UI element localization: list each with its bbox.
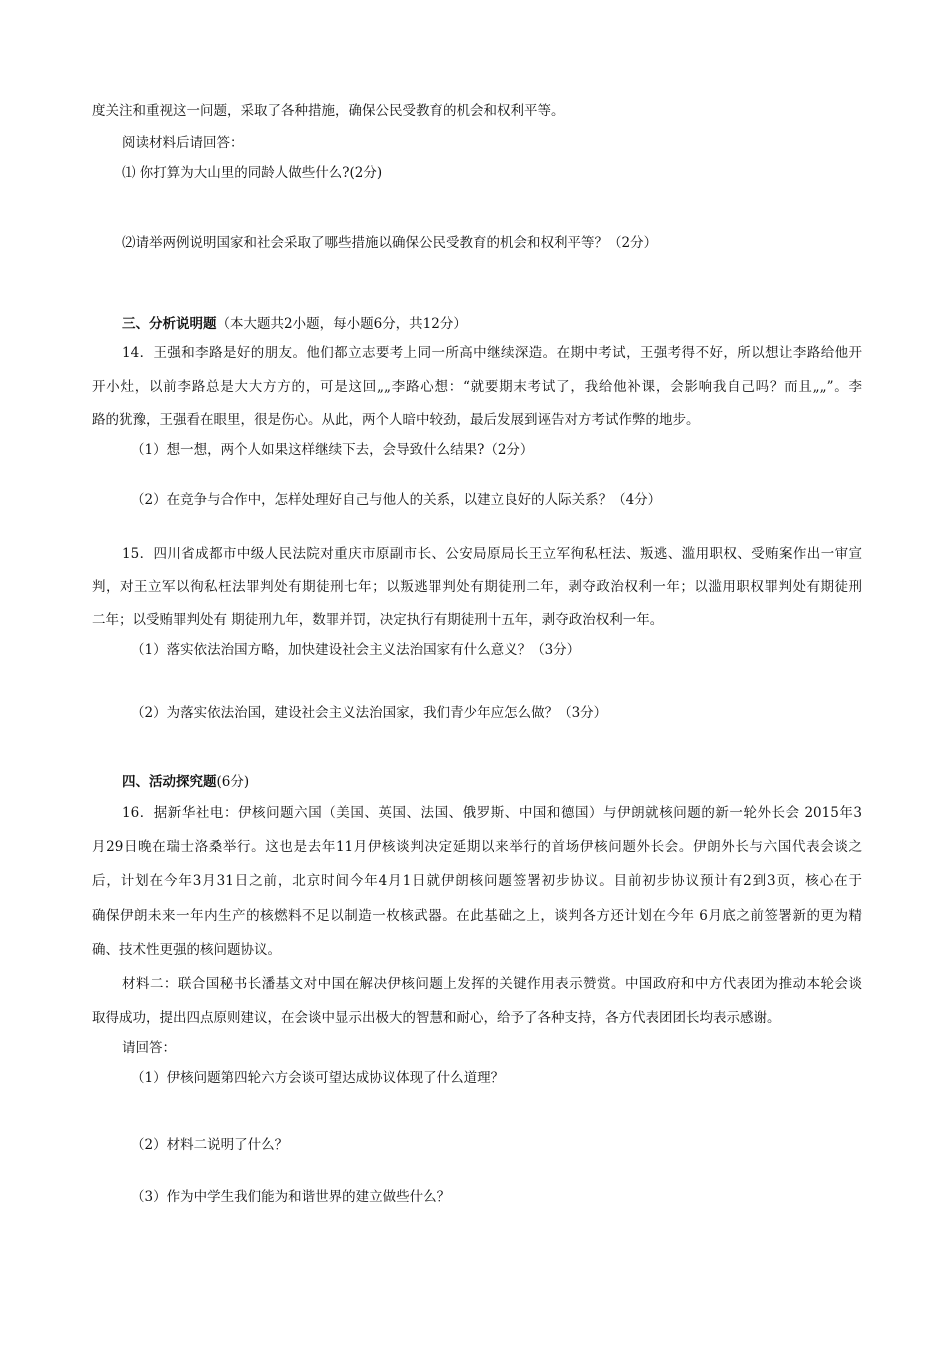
question-15-text: 15．四川省成都市中级人民法院对重庆市原副市长、公安局原局长王立军徇私枉法、叛逃、滥用职权、受贿案作出一审宣 bbox=[122, 546, 862, 562]
section-4-heading bbox=[122, 772, 862, 792]
question-15-1: （1）落实依法治国方略，加快建设社会主义法治国家有什么意义？（3分） bbox=[131, 642, 581, 658]
section-3-note: （本大题共2小题，每小题6分，共12分） bbox=[216, 316, 467, 332]
material-2-text: 取得成功，提出四点原则建议，在会谈中显示出极大的智慧和耐心，给予了各种支持，各方代表团团长均表示感谢。 bbox=[92, 1010, 781, 1026]
section-4-title: 四、活动探究题 bbox=[122, 774, 217, 790]
question-13-2: ⑵请举两例说明国家和社会采取了哪些措施以确保公民受教育的机会和权利平等？（2分） bbox=[122, 235, 658, 251]
question-15-text: 判，对王立军以徇私枉法罪判处有期徒刑七年；以叛逃罪判处有期徒刑二年，剥夺政治权利一年；以滥用职权罪判处有期徒刑 bbox=[92, 579, 862, 595]
question-14-1: （1）想一想，两个人如果这样继续下去，会导致什么结果?（2分） bbox=[131, 442, 534, 458]
question-14-2: （2）在竞争与合作中，怎样处理好自己与他人的关系，以建立良好的人际关系？（4分） bbox=[131, 492, 662, 508]
question-14-text: 开小灶，以前李路总是大大方方的，可是这回„„李路心想：“就要期末考试了，我给他补课，会影响我自己吗？而且„„”。李 bbox=[92, 379, 862, 395]
question-16-2: （2）材料二说明了什么？ bbox=[131, 1137, 289, 1153]
prompt-text: 请回答： bbox=[122, 1040, 176, 1056]
question-13-1: ⑴ 你打算为大山里的同龄人做些什么?(2分) bbox=[122, 165, 383, 181]
question-15-text: 二年；以受贿罪判处有 期徒刑九年，数罪并罚，决定执行有期徒刑十五年，剥夺政治权利一年。 bbox=[92, 612, 664, 628]
question-16-3: （3）作为中学生我们能为和谐世界的建立做些什么？ bbox=[131, 1189, 451, 1205]
question-16-text: 16．据新华社电：伊核问题六国（美国、英国、法国、俄罗斯、中国和德国）与伊朗就核问题的新一轮外长会 2015年3 bbox=[122, 805, 862, 821]
text-line: 阅读材料后请回答： bbox=[122, 135, 244, 151]
question-14-text: 路的犹豫，王强看在眼里，很是伤心。从此，两个人暗中较劲，最后发展到诬告对方考试作弊的地步。 bbox=[92, 412, 700, 428]
question-16-text: 月29日晚在瑞士洛桑举行。这也是去年11月伊核谈判决定延期以来举行的首场伊核问题外长会。伊朗外长与六国代表会谈之 bbox=[92, 839, 862, 855]
section-3-title: 三、分析说明题 bbox=[122, 316, 217, 332]
question-15-2: （2）为落实依法治国，建设社会主义法治国家，我们青少年应怎么做？（3分） bbox=[131, 705, 608, 721]
section-4-note: (6分) bbox=[216, 774, 250, 790]
question-14-text: 14．王强和李路是好的朋友。他们都立志要考上同一所高中继续深造。在期中考试，王强考得不好，所以想让李路给他开 bbox=[122, 345, 862, 361]
section-3-heading bbox=[122, 314, 862, 334]
question-16-1: （1）伊核问题第四轮六方会谈可望达成协议体现了什么道理？ bbox=[131, 1070, 505, 1086]
material-2-text: 材料二：联合国秘书长潘基文对中国在解决伊核问题上发挥的关键作用表示赞赏。中国政府和中方代表团为推动本轮会谈 bbox=[122, 976, 862, 992]
question-16-text: 确保伊朗未来一年内生产的核燃料不足以制造一枚核武器。在此基础之上，谈判各方还计划在今年 6月底之前签署新的更为精 bbox=[92, 908, 862, 924]
text-line: 度关注和重视这一问题，采取了各种措施，确保公民受教育的机会和权利平等。 bbox=[92, 103, 565, 119]
question-16-text: 后，计划在今年3月31日之前，北京时间今年4月1日就伊朗核问题签署初步协议。目前初步协议预计有2到3页，核心在于 bbox=[92, 873, 862, 889]
question-16-text: 确、技术性更强的核问题协议。 bbox=[92, 942, 281, 958]
